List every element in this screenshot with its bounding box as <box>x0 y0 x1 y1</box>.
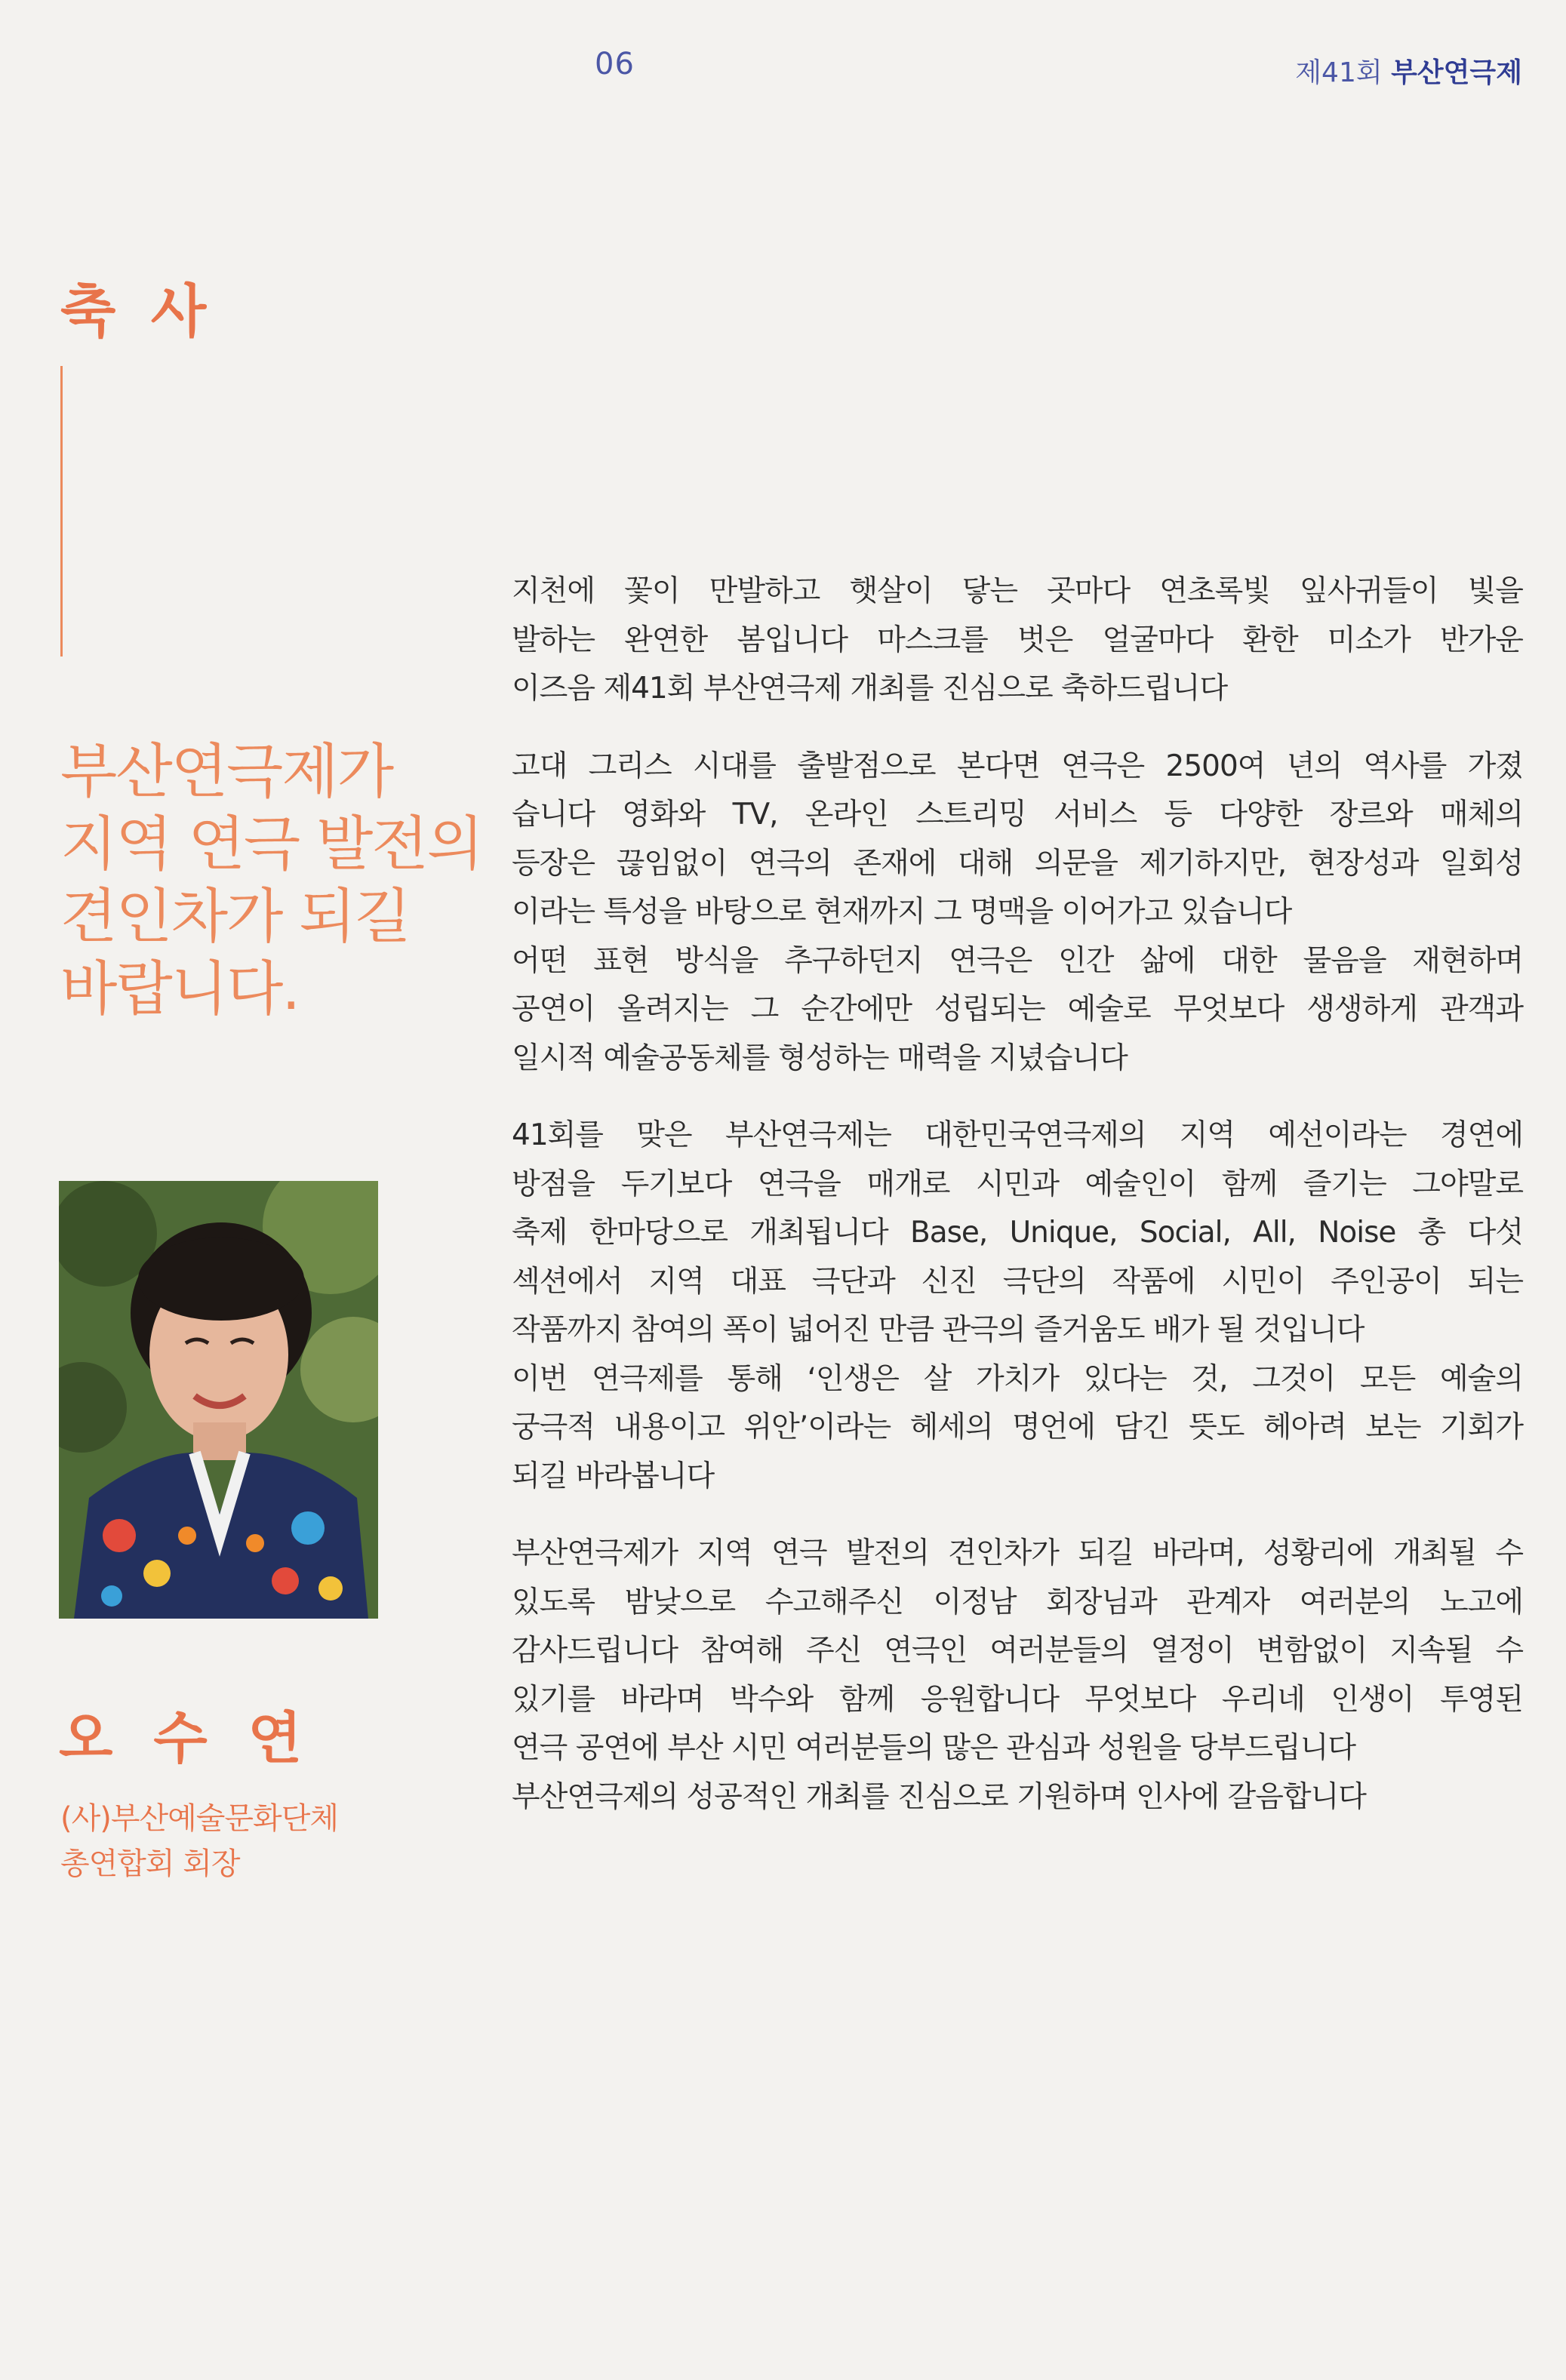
text-line: 지천에 꽃이 만발하고 햇살이 닿는 곳마다 연초록빛 잎사귀들이 빛을 <box>512 574 1523 608</box>
text-line: 부산연극제가 지역 연극 발전의 견인차가 되길 바라며, 성황리에 개최될 수 <box>512 1536 1523 1570</box>
paragraph-4 <box>512 1112 1523 1355</box>
accent-bar <box>60 366 63 656</box>
text-line: 있기를 바라며 박수와 함께 응원합니다 무엇보다 우리네 인생이 투영된 <box>512 1682 1523 1717</box>
headline-line: 바랍니다. <box>60 955 300 1023</box>
headline <box>60 736 483 1025</box>
text-line: 공연이 올려지는 그 순간에만 성립되는 예술로 무엇보다 생생하게 관객과 <box>512 992 1523 1026</box>
text-line: 연극 공연에 부산 시민 여러분들의 많은 관심과 성원을 당부드립니다 <box>512 1731 1356 1765</box>
text-line: 발하는 완연한 봄입니다 마스크를 벗은 얼굴마다 환한 미소가 반가운 <box>512 623 1523 657</box>
paragraph-5 <box>512 1355 1523 1502</box>
text-line: 부산연극제의 성공적인 개최를 진심으로 기원하며 인사에 갈음합니다 <box>512 1779 1366 1814</box>
text-line: 이번 연극제를 통해 ‘인생은 살 가치가 있다는 것, 그것이 모든 예술의 <box>512 1361 1523 1396</box>
message-body <box>512 567 1523 1822</box>
text-line: 섹션에서 지역 대표 극단과 신진 극단의 작품에 시민이 주인공이 되는 <box>512 1264 1523 1299</box>
festival-edition: 제41회 <box>1295 57 1383 88</box>
section-title: 축 사 <box>60 278 214 345</box>
text-line: 41회를 맞은 부산연극제는 대한민국연극제의 지역 예선이라는 경연에 <box>512 1118 1523 1152</box>
headline-line: 부산연극제가 <box>60 738 393 806</box>
text-line: 감사드립니다 참여해 주신 연극인 여러분들의 열정이 변함없이 지속될 수 <box>512 1634 1523 1668</box>
paragraph-7 <box>512 1773 1523 1822</box>
text-line: 고대 그리스 시대를 출발점으로 본다면 연극은 2500여 년의 역사를 가졌 <box>512 749 1523 783</box>
text-line: 등장은 끊임없이 연극의 존재에 대해 의문을 제기하지만, 현장성과 일회성 <box>512 846 1523 881</box>
author-title-line: 총연합회 회장 <box>60 1846 240 1881</box>
running-head <box>1295 51 1522 90</box>
text-line: 되길 바라봅니다 <box>512 1459 715 1493</box>
text-line: 궁극적 내용이고 위안’이라는 헤세의 명언에 담긴 뜻도 헤아려 보는 기회가 <box>512 1410 1523 1444</box>
author-name: 오 수 연 <box>59 1706 312 1771</box>
text-line: 있도록 밤낮으로 수고해주신 이정남 회장님과 관계자 여러분의 노고에 <box>512 1585 1523 1619</box>
text-line: 이라는 특성을 바탕으로 현재까지 그 명맥을 이어가고 있습니다 <box>512 895 1292 929</box>
paragraph-6 <box>512 1530 1523 1773</box>
paragraph-3 <box>512 937 1523 1084</box>
text-line: 이즈음 제41회 부산연극제 개최를 진심으로 축하드립니다 <box>512 672 1228 706</box>
text-line: 작품까지 참여의 폭이 넓어진 만큼 관극의 즐거움도 배가 될 것입니다 <box>512 1313 1364 1347</box>
page-number: 06 <box>595 47 635 81</box>
text-line: 습니다 영화와 TV, 온라인 스트리밍 서비스 등 다양한 장르와 매체의 <box>512 798 1523 832</box>
text-line: 일시적 예술공동체를 형성하는 매력을 지녔습니다 <box>512 1041 1128 1075</box>
author-title-line: (사)부산예술문화단체 <box>60 1801 338 1836</box>
portrait-image <box>59 1181 378 1619</box>
text-line: 어떤 표현 방식을 추구하던지 연극은 인간 삶에 대한 물음을 재현하며 <box>512 943 1523 978</box>
headline-line: 견인차가 되길 <box>60 883 410 951</box>
text-line: 축제 한마당으로 개최됩니다 Base, Unique, Social, All, Noise 총 다섯 <box>512 1216 1523 1250</box>
festival-name: 부산연극제 <box>1391 57 1522 88</box>
paragraph-1 <box>512 567 1523 714</box>
author-portrait <box>59 1181 378 1619</box>
text-line: 방점을 두기보다 연극을 매개로 시민과 예술인이 함께 즐기는 그야말로 <box>512 1167 1523 1201</box>
paragraph-2 <box>512 743 1523 937</box>
headline-line: 지역 연극 발전의 <box>60 810 483 878</box>
author-title <box>60 1796 408 1886</box>
